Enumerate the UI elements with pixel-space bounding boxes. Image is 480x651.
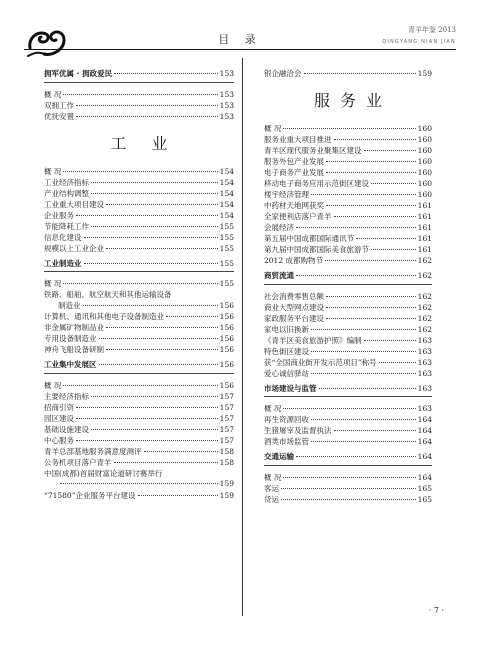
toc-entry-title: 工业重大项目建设 [44, 199, 104, 209]
dot-leader [326, 307, 416, 308]
toc-entry[interactable] [264, 244, 432, 255]
toc-entry[interactable] [264, 134, 432, 145]
toc-page-number: 153 [219, 100, 234, 110]
dot-leader [326, 318, 416, 319]
toc-entry-title: 中药材天地网获奖 [264, 201, 324, 210]
dot-leader [63, 94, 217, 95]
toc-left-column [44, 68, 234, 501]
dot-leader [334, 216, 416, 217]
toc-page-number: 164 [417, 437, 432, 446]
toc-page-number: 160 [417, 190, 432, 199]
toc-page-number: 160 [417, 168, 432, 177]
toc-page-number: 157 [219, 435, 234, 445]
dot-leader [364, 150, 416, 151]
toc-entry-title: 招商引资 [44, 402, 74, 412]
yearbook-title: 青羊年鉴 2013 [407, 26, 456, 34]
toc-page-number: 157 [219, 391, 234, 401]
toc-page-number: 158 [219, 446, 234, 456]
toc-entry[interactable] [44, 402, 234, 413]
dot-leader [326, 296, 416, 297]
dot-leader [311, 419, 416, 420]
toc-entry[interactable] [44, 100, 234, 111]
toc-page-number: 154 [219, 210, 234, 220]
toc-entry-title: 客运 [264, 483, 279, 493]
toc-entry[interactable] [44, 311, 234, 322]
toc-entry[interactable] [264, 211, 432, 222]
toc-page-number: 160 [417, 124, 432, 133]
toc-entry[interactable] [264, 233, 432, 244]
toc-entry[interactable] [44, 391, 234, 402]
toc-page-number: 164 [417, 415, 432, 424]
dot-leader [114, 462, 218, 463]
dot-leader [91, 226, 218, 227]
toc-entry[interactable] [44, 177, 234, 188]
dot-leader [334, 430, 416, 431]
toc-page-number: 155 [219, 258, 234, 268]
toc-entry[interactable] [44, 468, 234, 479]
toc-entry[interactable] [264, 425, 432, 436]
toc-entry-title: 青羊区现代服务业聚集区建设 [264, 146, 362, 155]
toc-entry[interactable] [44, 333, 234, 344]
toc-page-number: 153 [219, 89, 234, 99]
dot-leader [91, 182, 218, 183]
toc-section[interactable] [264, 451, 432, 466]
toc-page-number: 164 [417, 472, 432, 482]
toc-entry[interactable] [44, 89, 234, 100]
dot-leader [379, 362, 416, 363]
toc-page-number: 157 [219, 413, 234, 423]
toc-entry-title: 工业制造业 [44, 258, 82, 268]
toc-page-number: 162 [417, 291, 432, 301]
toc-page-number: 162 [417, 302, 432, 312]
toc-entry-title: 计算机、通讯和其他电子设备制造业 [44, 312, 164, 321]
toc-entry-title: 生猪屠宰及监督执法 [264, 426, 332, 435]
toc-entry-title: 社会消费零售总额 [264, 291, 324, 301]
dot-leader [311, 441, 416, 442]
toc-entry-title: 青羊总部基地服务满意度测评 [44, 446, 142, 456]
toc-page-number: 159 [219, 478, 234, 488]
dot-leader [325, 260, 416, 261]
toc-page-number: 157 [219, 402, 234, 412]
dot-leader [283, 408, 415, 409]
toc-entry-title: 双拥工作 [44, 100, 74, 110]
toc-entry-title: 拥军优属 · 拥政爱民 [44, 69, 113, 78]
toc-entry-title: 商业大型网点建设 [264, 302, 324, 312]
column-divider [242, 58, 243, 616]
toc-entry-title: 概 况 [44, 166, 62, 176]
toc-page-number: 163 [417, 368, 432, 378]
toc-entry[interactable] [264, 346, 432, 357]
dot-leader [106, 204, 218, 205]
toc-entry[interactable] [44, 210, 234, 221]
toc-entry[interactable] [44, 435, 234, 446]
page-number: · 7 · [428, 606, 444, 615]
toc-entry[interactable] [44, 243, 234, 254]
toc-entry-title: 中心服务 [44, 435, 74, 445]
toc-entry[interactable] [44, 221, 234, 232]
toc-entry-title: 楼宇经济管理 [264, 190, 309, 199]
toc-entry-title: 信息化建设 [44, 232, 82, 242]
toc-entry-title: 商贸流通 [264, 271, 294, 280]
toc-entry[interactable] [44, 446, 234, 457]
toc-entry[interactable] [264, 302, 432, 313]
dot-leader [311, 351, 416, 352]
toc-page-number: 163 [417, 404, 432, 413]
toc-entry-title: 非金属矿物制品业 [44, 323, 104, 332]
toc-entry-title: 服务外包产业发展 [264, 157, 324, 166]
toc-entry-title: 第九届中国成都国际美食旅游节 [264, 245, 369, 254]
toc-page-number: 156 [219, 380, 234, 390]
toc-entry[interactable] [264, 222, 432, 233]
toc-entry[interactable] [44, 424, 234, 435]
toc-entry-title: 获“全国商业街开发示范项目”称号 [264, 357, 377, 367]
toc-entry-title: 爱心诚信驿站 [264, 368, 309, 378]
toc-entry[interactable] [264, 494, 432, 505]
toc-entry-title: 市场建设与监管 [264, 383, 317, 393]
toc-page-number: 162 [417, 324, 432, 334]
toc-entry-title: 再生资源回收 [264, 415, 309, 424]
toc-entry-title: 电子商务产业发展 [264, 168, 324, 177]
toc-page-number: 161 [417, 223, 432, 232]
toc-entry[interactable] [264, 178, 432, 189]
toc-entry-title: 规模以上工业企业 [44, 243, 104, 253]
toc-page-number: 162 [417, 271, 432, 280]
toc-entry-title: 企业服务 [44, 210, 74, 220]
toc-section[interactable] [44, 68, 234, 83]
dot-leader [91, 396, 218, 397]
toc-entry[interactable] [264, 156, 432, 167]
toc-page-number: 161 [417, 212, 432, 221]
toc-entry[interactable] [44, 232, 234, 243]
toc-entry[interactable] [264, 403, 432, 414]
toc-page-number: 156 [219, 323, 234, 332]
dot-leader [60, 483, 218, 484]
toc-entry[interactable] [44, 278, 234, 289]
toc-page-number: 153 [219, 69, 234, 78]
dot-leader [76, 418, 218, 419]
dot-leader [76, 215, 218, 216]
dot-leader [84, 263, 218, 264]
toc-page-number: 164 [417, 426, 432, 435]
toc-entry-title: 概 况 [264, 404, 282, 413]
toc-entry-title: 优抚安置 [44, 111, 74, 121]
toc-entry-title: 《青羊区美食旅游护照》编制 [264, 335, 362, 345]
toc-entry[interactable] [44, 457, 234, 468]
toc-page-number: 155 [219, 279, 234, 288]
toc-page-number: 165 [417, 483, 432, 493]
toc-page-number: 161 [417, 234, 432, 243]
toc-entry[interactable] [264, 472, 432, 483]
dot-leader [84, 237, 218, 238]
toc-entry[interactable] [264, 313, 432, 324]
toc-entry-title: 神舟飞船设备研制 [44, 345, 104, 354]
toc-page-number: 162 [417, 313, 432, 323]
toc-page-number: 163 [417, 335, 432, 345]
toc-entry[interactable] [44, 111, 234, 122]
toc-entry-title: 会展经济 [264, 223, 294, 232]
toc-page-number: 157 [219, 424, 234, 434]
toc-entry[interactable] [264, 145, 432, 156]
dot-leader [283, 477, 415, 478]
category-heading: 服务业 [313, 91, 392, 110]
toc-entry[interactable] [264, 483, 432, 494]
dot-leader [76, 116, 218, 117]
toc-entry[interactable] [44, 344, 234, 355]
toc-entry-title: 基础设施建设 [44, 424, 89, 434]
toc-right-column [264, 68, 432, 505]
toc-page-number: 160 [417, 146, 432, 155]
dot-leader [304, 73, 416, 74]
toc-section[interactable] [264, 383, 432, 398]
toc-entry[interactable] [44, 322, 234, 333]
toc-entry-title: 家政服务平台建设 [264, 313, 324, 323]
toc-entry-title: 主要经济指标 [44, 391, 89, 401]
dot-leader [138, 495, 218, 496]
toc-page-number: 156 [219, 334, 234, 343]
toc-page-number: 163 [417, 357, 432, 367]
toc-page-number: 160 [417, 157, 432, 166]
toc-section[interactable] [44, 258, 234, 273]
dot-leader [364, 340, 416, 341]
toc-page-number: 154 [219, 177, 234, 187]
toc-entry[interactable] [264, 68, 432, 79]
toc-entry-title: 园区建设 [44, 413, 74, 423]
toc-entry-title: 概 况 [44, 89, 62, 99]
toc-entry[interactable] [44, 199, 234, 210]
toc-entry-title: 产业结构调整 [44, 188, 89, 198]
toc-entry-title: 工业经济指标 [44, 177, 89, 187]
toc-entry[interactable] [264, 255, 432, 266]
toc-entry[interactable] [44, 166, 234, 177]
dot-leader [296, 456, 416, 457]
page-header-title: 目 录 [218, 33, 262, 46]
toc-entry[interactable] [264, 189, 432, 200]
dot-leader [319, 388, 416, 389]
toc-entry-title: “71580”企业服务平台建设 [44, 490, 136, 500]
dot-leader [166, 316, 218, 317]
dot-leader [63, 171, 217, 172]
dot-leader [371, 249, 416, 250]
toc-entry-title: 制造业 [58, 301, 81, 310]
toc-page-number: 163 [417, 346, 432, 356]
toc-section[interactable] [264, 270, 432, 285]
toc-entry[interactable] [264, 436, 432, 447]
toc-entry[interactable] [44, 479, 234, 490]
header-rule [24, 49, 456, 50]
dot-leader [99, 338, 218, 339]
toc-page-number: 154 [219, 199, 234, 209]
dot-leader [91, 193, 218, 194]
toc-entry[interactable] [44, 380, 234, 391]
toc-page-number: 155 [219, 221, 234, 231]
dot-leader [296, 227, 416, 228]
toc-entry[interactable] [264, 357, 432, 368]
toc-page-number: 153 [219, 111, 234, 121]
toc-page-number: 156 [219, 301, 234, 310]
dot-leader [311, 329, 416, 330]
dot-leader [99, 364, 218, 365]
dot-leader [334, 139, 416, 140]
toc-page-number: 159 [417, 69, 432, 78]
toc-entry-title: 概 况 [264, 124, 282, 133]
dot-leader [296, 275, 416, 276]
toc-page-number: 155 [219, 232, 234, 242]
dot-leader [76, 440, 218, 441]
toc-entry-title: 银企融洽会 [264, 69, 302, 78]
dot-leader [311, 194, 416, 195]
dot-leader [114, 73, 218, 74]
toc-entry[interactable] [44, 188, 234, 199]
toc-entry-title: 专用设备制造业 [44, 334, 97, 343]
toc-entry-title: 概 况 [44, 279, 62, 288]
dot-leader [311, 373, 416, 374]
dot-leader [326, 205, 416, 206]
toc-entry-title: 工业集中发展区 [44, 360, 97, 369]
toc-page-number: 160 [417, 179, 432, 188]
dot-leader [326, 172, 416, 173]
toc-entry[interactable] [264, 414, 432, 425]
dot-leader [106, 349, 218, 350]
toc-page-number: 165 [417, 494, 432, 504]
dot-leader [144, 451, 218, 452]
category-heading: 工 业 [110, 133, 178, 153]
dot-leader [63, 385, 217, 386]
toc-entry-title: 交通运输 [264, 452, 294, 461]
toc-page-number: 156 [219, 360, 234, 369]
toc-entry[interactable] [264, 324, 432, 335]
dot-leader [106, 248, 218, 249]
toc-page-number: 159 [219, 490, 234, 500]
toc-page-number: 156 [219, 345, 234, 354]
dot-leader [106, 327, 218, 328]
toc-entry-title: 服务业重大项目推进 [264, 135, 332, 144]
toc-entry-title: 2012 成都购物节 [264, 256, 323, 265]
dot-leader [63, 283, 217, 284]
toc-page-number: 163 [417, 383, 432, 393]
toc-entry-title: 概 况 [264, 472, 282, 482]
toc-entry[interactable] [264, 167, 432, 178]
dot-leader [356, 238, 416, 239]
toc-page-number: 161 [417, 201, 432, 210]
toc-entry-title: 特色街区建设 [264, 346, 309, 356]
toc-page-number: 164 [417, 452, 432, 461]
toc-entry-title: 酒类市场监管 [264, 437, 309, 446]
dot-leader [281, 488, 416, 489]
toc-page-number: 156 [219, 312, 234, 321]
dot-leader [83, 305, 218, 306]
dot-leader [281, 499, 416, 500]
toc-entry-title: 第五届中国成都国际通讯节 [264, 234, 354, 243]
toc-page-number: 158 [219, 457, 234, 467]
toc-entry[interactable] [44, 490, 234, 501]
toc-entry[interactable] [264, 368, 432, 379]
toc-page-number: 154 [219, 188, 234, 198]
toc-entry[interactable] [264, 200, 432, 211]
dot-leader [326, 161, 416, 162]
toc-page-number: 162 [417, 256, 432, 265]
dot-leader [76, 105, 218, 106]
toc-entry[interactable] [264, 123, 432, 134]
toc-page-number: 154 [219, 166, 234, 176]
dot-leader [91, 429, 218, 430]
toc-entry-title: 家电以旧换新 [264, 324, 309, 334]
toc-entry-title: 货运 [264, 494, 279, 504]
yearbook-pinyin: QINGYANG NIAN JIAN [382, 39, 456, 45]
toc-page-number: 155 [219, 243, 234, 253]
dot-leader [283, 128, 415, 129]
toc-page-number: 161 [417, 245, 432, 254]
toc-entry-title: 节能降耗工作 [44, 221, 89, 231]
toc-entry[interactable] [44, 300, 234, 311]
toc-entry[interactable] [44, 289, 234, 300]
toc-entry-title: 概 况 [44, 380, 62, 390]
toc-page-number: 160 [417, 135, 432, 144]
dot-leader [371, 183, 416, 184]
toc-entry-title: 移动电子商务应用示范街区建设 [264, 179, 369, 188]
toc-entry-title: 公务机项目落户青羊 [44, 457, 112, 467]
toc-entry[interactable] [264, 335, 432, 346]
toc-entry-title: 中国(成都)首届财富论道研讨赛举行 [44, 468, 163, 478]
toc-entry[interactable] [44, 413, 234, 424]
toc-section[interactable] [44, 359, 234, 374]
toc-entry[interactable] [264, 291, 432, 302]
toc-entry-title: 铁路、船舶、航空航天和其他运输设备 [44, 290, 172, 299]
dot-leader [76, 407, 218, 408]
toc-entry-title: 全家便利店落户青羊 [264, 212, 332, 221]
